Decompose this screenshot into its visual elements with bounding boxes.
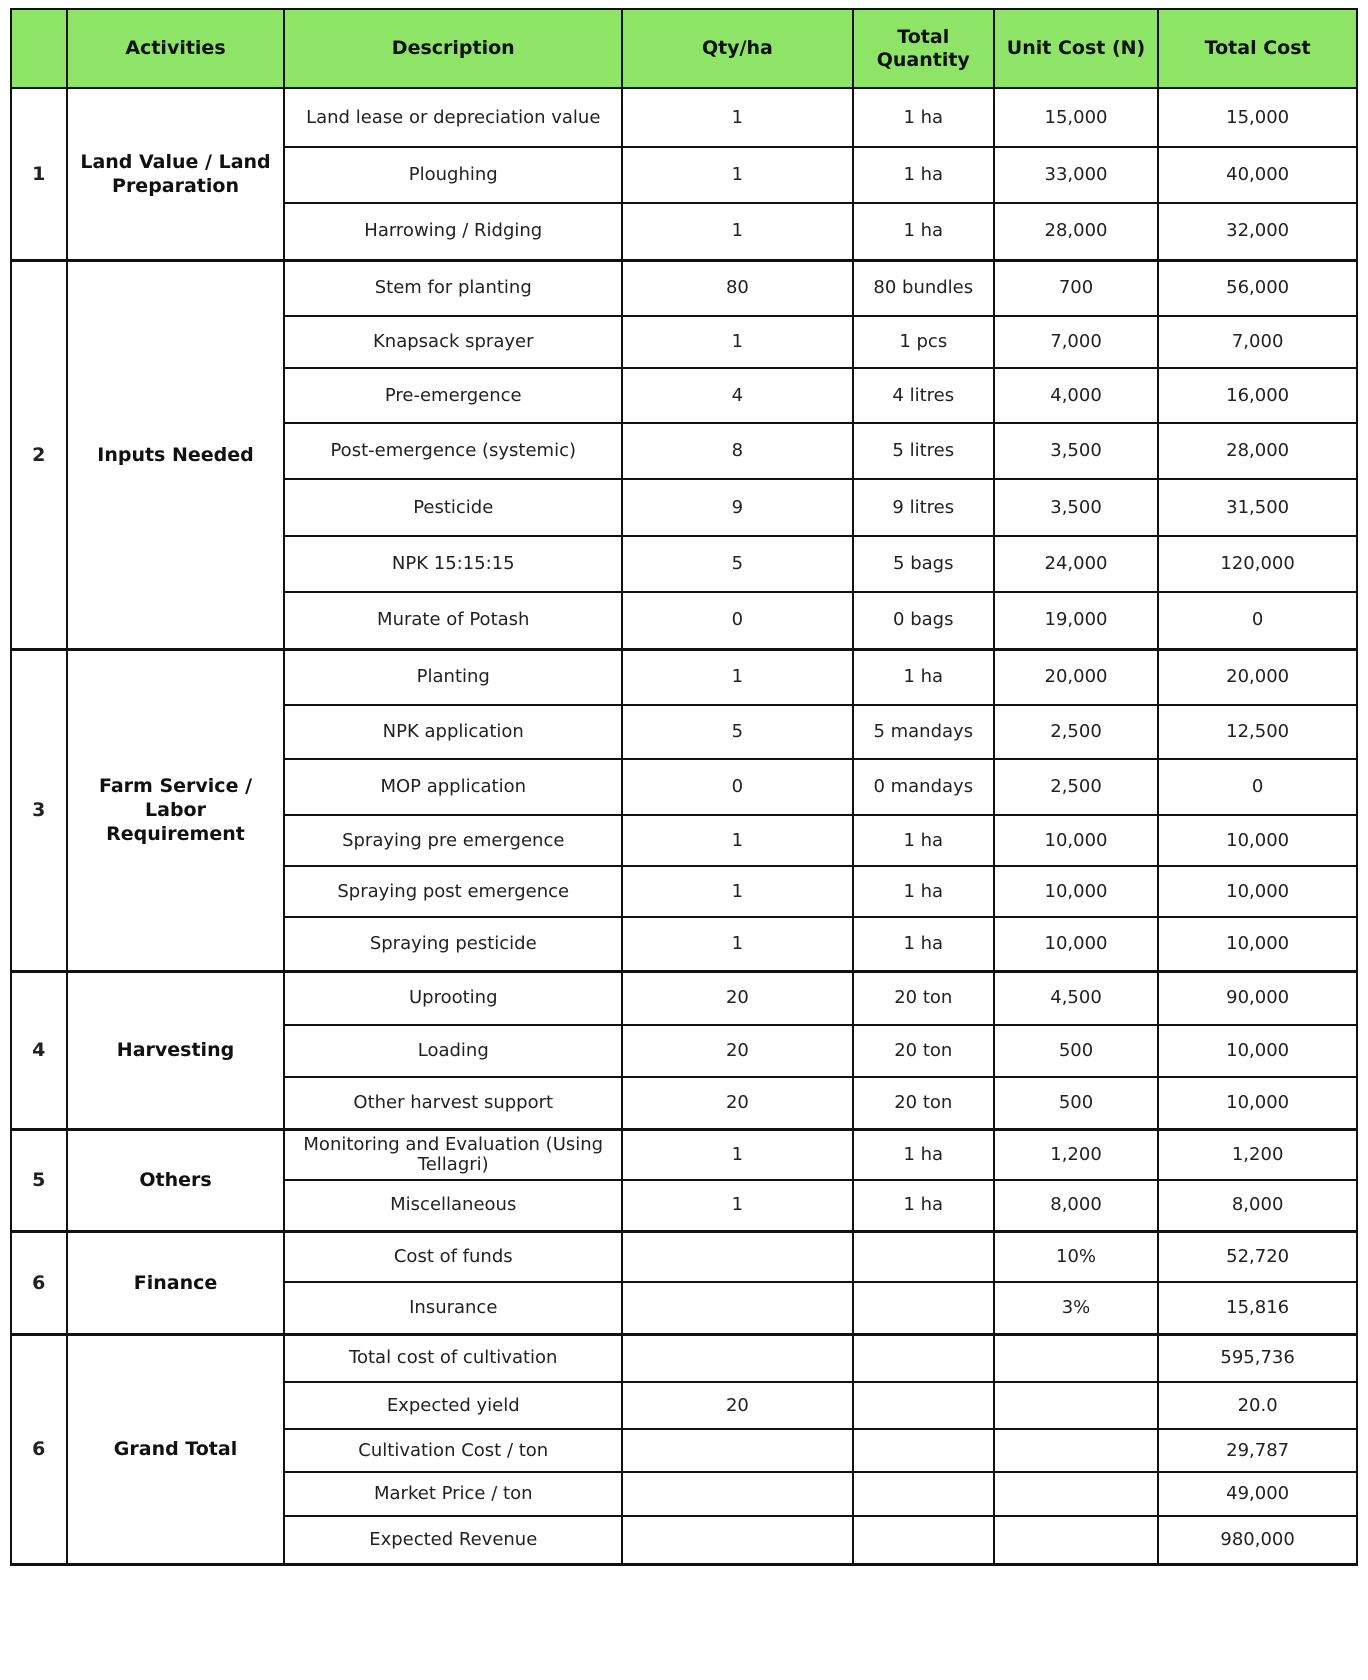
row-total-quantity <box>853 1282 994 1334</box>
row-total-quantity: 1 ha <box>853 1180 994 1231</box>
row-total-cost: 16,000 <box>1158 368 1357 423</box>
row-unit-cost <box>994 1472 1159 1516</box>
row-total-cost: 20,000 <box>1158 649 1357 705</box>
row-qty-per-ha: 1 <box>622 147 853 203</box>
row-description: Spraying pre emergence <box>284 815 622 866</box>
row-total-quantity: 20 ton <box>853 1077 994 1129</box>
row-total-quantity <box>853 1472 994 1516</box>
row-total-cost: 31,500 <box>1158 479 1357 536</box>
row-description: Loading <box>284 1025 622 1077</box>
row-description: Expected Revenue <box>284 1516 622 1564</box>
row-total-quantity: 5 mandays <box>853 705 994 759</box>
header-row <box>11 9 1357 88</box>
row-unit-cost <box>994 1429 1159 1472</box>
row-total-cost: 0 <box>1158 759 1357 815</box>
row-total-quantity <box>853 1382 994 1429</box>
row-qty-per-ha: 1 <box>622 88 853 147</box>
row-unit-cost: 2,500 <box>994 705 1159 759</box>
header-total-cost: Total Cost <box>1158 9 1357 88</box>
row-unit-cost: 4,500 <box>994 971 1159 1025</box>
row-description: Uprooting <box>284 971 622 1025</box>
row-qty-per-ha <box>622 1231 853 1282</box>
activity-number: 6 <box>11 1231 67 1334</box>
row-total-cost: 10,000 <box>1158 1077 1357 1129</box>
row-qty-per-ha: 80 <box>622 260 853 316</box>
row-total-quantity: 0 mandays <box>853 759 994 815</box>
row-description: Insurance <box>284 1282 622 1334</box>
cost-table <box>10 8 1358 1566</box>
row-qty-per-ha: 1 <box>622 866 853 917</box>
row-total-cost: 120,000 <box>1158 536 1357 592</box>
row-total-cost: 980,000 <box>1158 1516 1357 1564</box>
row-qty-per-ha: 1 <box>622 1180 853 1231</box>
row-unit-cost: 3,500 <box>994 423 1159 479</box>
row-unit-cost: 10,000 <box>994 815 1159 866</box>
row-unit-cost: 28,000 <box>994 203 1159 260</box>
row-unit-cost: 500 <box>994 1077 1159 1129</box>
row-description: Harrowing / Ridging <box>284 203 622 260</box>
row-total-cost: 40,000 <box>1158 147 1357 203</box>
row-description: Pesticide <box>284 479 622 536</box>
row-total-quantity: 4 litres <box>853 368 994 423</box>
table-body <box>11 88 1357 1564</box>
row-unit-cost <box>994 1516 1159 1564</box>
header-unit-cost: Unit Cost (N) <box>994 9 1159 88</box>
row-unit-cost: 1,200 <box>994 1129 1159 1180</box>
row-unit-cost: 500 <box>994 1025 1159 1077</box>
row-description: Total cost of cultivation <box>284 1334 622 1382</box>
row-qty-per-ha: 5 <box>622 705 853 759</box>
row-unit-cost: 2,500 <box>994 759 1159 815</box>
row-description: Pre-emergence <box>284 368 622 423</box>
table-row <box>11 1129 1357 1180</box>
row-unit-cost: 10,000 <box>994 917 1159 971</box>
row-unit-cost: 8,000 <box>994 1180 1159 1231</box>
row-qty-per-ha <box>622 1282 853 1334</box>
table-row <box>11 1231 1357 1282</box>
row-total-quantity: 0 bags <box>853 592 994 649</box>
row-qty-per-ha <box>622 1429 853 1472</box>
row-total-quantity: 80 bundles <box>853 260 994 316</box>
table-row <box>11 88 1357 147</box>
row-qty-per-ha: 1 <box>622 316 853 368</box>
row-total-cost: 28,000 <box>1158 423 1357 479</box>
row-unit-cost: 19,000 <box>994 592 1159 649</box>
row-description: Monitoring and Evaluation (Using Tellagri) <box>284 1129 622 1180</box>
table-row <box>11 260 1357 316</box>
activity-name: Grand Total <box>67 1334 285 1564</box>
activity-name: Land Value / Land Preparation <box>67 88 285 260</box>
row-total-quantity: 1 ha <box>853 815 994 866</box>
row-qty-per-ha: 9 <box>622 479 853 536</box>
row-qty-per-ha: 1 <box>622 917 853 971</box>
row-qty-per-ha: 20 <box>622 1077 853 1129</box>
row-total-quantity: 5 bags <box>853 536 994 592</box>
row-total-cost: 10,000 <box>1158 917 1357 971</box>
row-unit-cost: 20,000 <box>994 649 1159 705</box>
activity-number: 5 <box>11 1129 67 1231</box>
row-unit-cost: 10,000 <box>994 866 1159 917</box>
activity-name: Farm Service / Labor Requirement <box>67 649 285 971</box>
row-qty-per-ha: 1 <box>622 649 853 705</box>
activity-name: Harvesting <box>67 971 285 1129</box>
activity-number: 3 <box>11 649 67 971</box>
row-total-quantity: 5 litres <box>853 423 994 479</box>
row-total-cost: 52,720 <box>1158 1231 1357 1282</box>
header-activities: Activities <box>67 9 285 88</box>
table-row <box>11 649 1357 705</box>
row-qty-per-ha: 1 <box>622 1129 853 1180</box>
row-total-cost: 10,000 <box>1158 1025 1357 1077</box>
row-description: Cost of funds <box>284 1231 622 1282</box>
row-unit-cost: 33,000 <box>994 147 1159 203</box>
row-qty-per-ha: 4 <box>622 368 853 423</box>
row-qty-per-ha: 0 <box>622 592 853 649</box>
row-description: NPK 15:15:15 <box>284 536 622 592</box>
activity-name: Others <box>67 1129 285 1231</box>
row-total-quantity <box>853 1334 994 1382</box>
row-description: Market Price / ton <box>284 1472 622 1516</box>
activity-number: 1 <box>11 88 67 260</box>
row-description: Murate of Potash <box>284 592 622 649</box>
row-total-quantity <box>853 1429 994 1472</box>
row-description: NPK application <box>284 705 622 759</box>
activity-number: 6 <box>11 1334 67 1564</box>
activity-name: Finance <box>67 1231 285 1334</box>
row-unit-cost: 3,500 <box>994 479 1159 536</box>
row-total-cost: 49,000 <box>1158 1472 1357 1516</box>
row-description: Planting <box>284 649 622 705</box>
header-qty-per-ha: Qty/ha <box>622 9 853 88</box>
row-total-cost: 0 <box>1158 592 1357 649</box>
row-total-quantity: 1 ha <box>853 917 994 971</box>
row-total-quantity: 1 ha <box>853 866 994 917</box>
row-total-cost: 12,500 <box>1158 705 1357 759</box>
row-qty-per-ha: 20 <box>622 1025 853 1077</box>
row-qty-per-ha <box>622 1334 853 1382</box>
row-total-cost: 56,000 <box>1158 260 1357 316</box>
row-total-cost: 7,000 <box>1158 316 1357 368</box>
row-total-cost: 32,000 <box>1158 203 1357 260</box>
row-unit-cost <box>994 1334 1159 1382</box>
row-description: Spraying post emergence <box>284 866 622 917</box>
row-total-quantity: 1 ha <box>853 147 994 203</box>
row-description: MOP application <box>284 759 622 815</box>
row-unit-cost: 7,000 <box>994 316 1159 368</box>
row-qty-per-ha <box>622 1516 853 1564</box>
header-total-quantity: Total Quantity <box>853 9 994 88</box>
row-total-quantity: 1 ha <box>853 649 994 705</box>
row-description: Cultivation Cost / ton <box>284 1429 622 1472</box>
row-description: Expected yield <box>284 1382 622 1429</box>
row-description: Spraying pesticide <box>284 917 622 971</box>
row-description: Miscellaneous <box>284 1180 622 1231</box>
row-unit-cost: 10% <box>994 1231 1159 1282</box>
row-qty-per-ha <box>622 1472 853 1516</box>
row-total-quantity: 1 ha <box>853 1129 994 1180</box>
table-row <box>11 1334 1357 1382</box>
header-number <box>11 9 67 88</box>
row-qty-per-ha: 20 <box>622 971 853 1025</box>
row-description: Ploughing <box>284 147 622 203</box>
row-total-cost: 29,787 <box>1158 1429 1357 1472</box>
row-description: Knapsack sprayer <box>284 316 622 368</box>
row-qty-per-ha: 1 <box>622 815 853 866</box>
row-total-quantity: 9 litres <box>853 479 994 536</box>
row-unit-cost: 3% <box>994 1282 1159 1334</box>
row-total-cost: 10,000 <box>1158 866 1357 917</box>
row-total-quantity <box>853 1516 994 1564</box>
row-total-quantity: 1 ha <box>853 88 994 147</box>
row-unit-cost: 700 <box>994 260 1159 316</box>
header-description: Description <box>284 9 622 88</box>
row-total-cost: 15,000 <box>1158 88 1357 147</box>
row-total-cost: 10,000 <box>1158 815 1357 866</box>
row-description: Post-emergence (systemic) <box>284 423 622 479</box>
row-unit-cost: 4,000 <box>994 368 1159 423</box>
row-description: Stem for planting <box>284 260 622 316</box>
row-total-cost: 20.0 <box>1158 1382 1357 1429</box>
activity-name: Inputs Needed <box>67 260 285 649</box>
row-qty-per-ha: 8 <box>622 423 853 479</box>
row-qty-per-ha: 1 <box>622 203 853 260</box>
row-total-cost: 90,000 <box>1158 971 1357 1025</box>
row-qty-per-ha: 0 <box>622 759 853 815</box>
row-total-cost: 595,736 <box>1158 1334 1357 1382</box>
row-qty-per-ha: 5 <box>622 536 853 592</box>
row-unit-cost: 24,000 <box>994 536 1159 592</box>
row-description: Land lease or depreciation value <box>284 88 622 147</box>
activity-number: 2 <box>11 260 67 649</box>
row-unit-cost: 15,000 <box>994 88 1159 147</box>
row-total-quantity: 1 pcs <box>853 316 994 368</box>
row-total-quantity: 20 ton <box>853 1025 994 1077</box>
row-total-quantity: 20 ton <box>853 971 994 1025</box>
activity-number: 4 <box>11 971 67 1129</box>
row-description: Other harvest support <box>284 1077 622 1129</box>
row-total-cost: 8,000 <box>1158 1180 1357 1231</box>
row-total-quantity <box>853 1231 994 1282</box>
row-unit-cost <box>994 1382 1159 1429</box>
row-total-cost: 1,200 <box>1158 1129 1357 1180</box>
table-row <box>11 971 1357 1025</box>
row-total-quantity: 1 ha <box>853 203 994 260</box>
row-qty-per-ha: 20 <box>622 1382 853 1429</box>
row-total-cost: 15,816 <box>1158 1282 1357 1334</box>
